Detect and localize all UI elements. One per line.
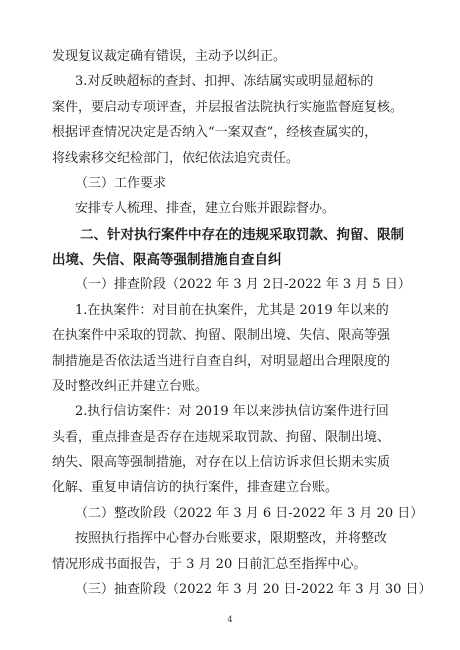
body-line: 安排专人梳理、排查，建立台账并跟踪督办。 <box>75 201 336 216</box>
phase-heading: （二）整改阶段（2022 年 3 月 6 日-2022 年 3 月 20 日） <box>75 506 424 521</box>
section-subheading: （三）工作要求 <box>75 176 167 191</box>
body-line: 纳失、限高等强制措施，对存在以上信访诉求但长期未实质 <box>52 455 391 470</box>
body-line: 头看，重点排查是否存在违规采取罚款、拘留、限制出境、 <box>52 430 391 445</box>
body-line: 制措施是否依法适当进行自查自纠，对明显超出合理限度的 <box>52 354 391 369</box>
body-line: 1.在执案件：对目前在执案件，尤其是 2019 年以来的 <box>75 303 389 318</box>
body-line: 情况形成书面报告，于 3 月 20 日前汇总至指挥中心。 <box>52 557 367 572</box>
section-heading: 二、针对执行案件中存在的违规采取罚款、拘留、限制 <box>80 227 404 243</box>
phase-heading: （三）抽查阶段（2022 年 3 月 20 日-2022 年 3 月 30 日） <box>75 582 432 597</box>
body-line: 将线索移交纪检部门，依纪依法追究责任。 <box>52 151 300 166</box>
body-line: 2.执行信访案件：对 2019 年以来涉执信访案件进行回 <box>75 404 389 419</box>
phase-heading: （一）排查阶段（2022 年 3 月 2日-2022 年 3 月 5 日） <box>75 277 411 292</box>
body-line: 发现复议裁定确有错误，主动予以纠正。 <box>52 49 287 64</box>
body-line: 根据评查情况决定是否纳入“一案双查”，经核查属实的， <box>52 125 378 140</box>
section-heading: 出境、失信、限高等强制措施自查自纠 <box>52 252 282 268</box>
body-line: 3.对反映超标的查封、扣押、冻结属实或明显超标的 <box>75 74 374 89</box>
body-line: 案件，要启动专项评查，并层报省法院执行实施监督庭复核。 <box>52 100 404 115</box>
body-line: 按照执行指挥中心督办台账要求，限期整改，并将整改 <box>75 531 388 546</box>
page-number: 4 <box>227 615 233 624</box>
body-line: 化解、重复申请信访的执行案件，排查建立台账。 <box>52 480 339 495</box>
body-line: 及时整改纠正并建立台账。 <box>52 379 209 394</box>
body-line: 在执案件中采取的罚款、拘留、限制出境、失信、限高等强 <box>52 328 391 343</box>
